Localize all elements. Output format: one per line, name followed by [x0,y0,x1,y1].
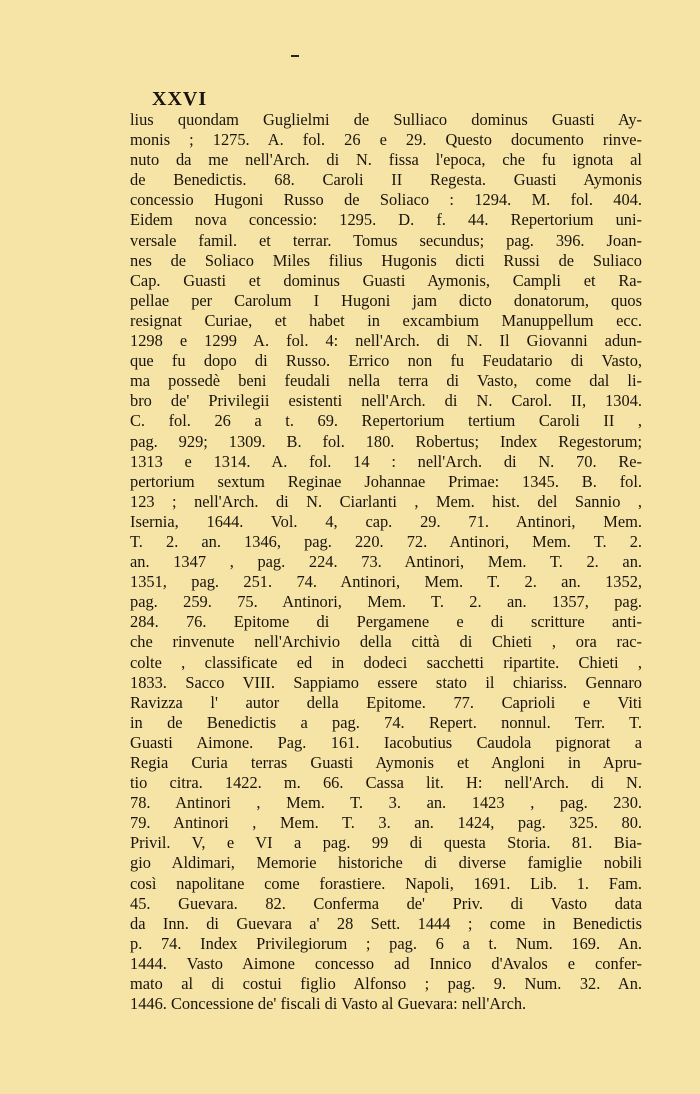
text-line: pag. 929; 1309. B. fol. 180. Robertus; Index Regestorum; [130,431,642,451]
text-line: da Inn. di Guevara a' 28 Sett. 1444 ; come in Benedictis [130,913,642,933]
text-line: nes de Soliaco Miles filius Hugonis dicti Russi de Suliaco [130,250,642,270]
text-line: 1446. Concessione de' fiscali di Vasto al Guevara: nell'Arch. [130,994,527,1014]
footnotes-body [130,110,642,1014]
text-line: così napolitane come forastiere. Napoli, 1691. Lib. 1. Fam. [130,873,642,893]
text-line: 1313 e 1314. A. fol. 14 : nell'Arch. di N. 70. Re- [130,451,642,471]
text-line: de Benedictis. 68. Caroli II Regesta. Guasti Aymonis [130,170,642,190]
text-line: p. 74. Index Privilegiorum ; pag. 6 a t. Num. 169. An. [130,933,642,953]
text-line: Isernia, 1644. Vol. 4, cap. 29. 71. Antinori, Mem. [130,511,642,531]
text-line: 123 ; nell'Arch. di N. Ciarlanti , Mem. hist. del Sannio , [130,491,642,511]
page-number: XXVI [152,88,208,110]
text-line: ma possedè beni feudali nella terra di Vasto, come dal li- [130,371,642,391]
text-line: Regia Curia terras Guasti Aymonis et Angloni in Apru- [130,753,642,772]
text-line: resignat Curiae, et habet in excambium Manuppellum ecc. [130,310,642,330]
text-line: 284. 76. Epitome di Pergamene e di scritture anti- [130,612,642,632]
text-line: Guasti Aimone. Pag. 161. Iacobutius Caudola pignorat a [130,732,642,752]
text-line: 1444. Vasto Aimone concesso ad Innico d'Avalos e confer- [130,953,642,973]
text-line: tio citra. 1422. m. 66. Cassa lit. H: nell'Arch. di N. [130,773,642,793]
text-line: colte , classificate ed in dodeci sacchetti ripartite. Chieti , [130,652,642,672]
text-line: Cap. Guasti et dominus Guasti Aymonis, Campli et Ra- [130,270,642,290]
text-line: concessio Hugoni Russo de Soliaco : 1294. M. fol. 404. [130,190,642,210]
text-line: T. 2. an. 1346, pag. 220. 72. Antinori, Mem. T. 2. [130,531,642,551]
text-line: versale famil. et terrar. Tomus secundus; pag. 396. Joan- [130,230,642,250]
text-line: monis ; 1275. A. fol. 26 e 29. Questo documento rinve- [130,130,642,150]
text-line: Eidem nova concessio: 1295. D. f. 44. Repertorium uni- [130,210,642,230]
text-line: lius quondam Guglielmi de Sulliaco dominus Guasti Ay- [130,110,642,129]
top-dash-mark [291,55,299,57]
text-line: an. 1347 , pag. 224. 73. Antinori, Mem. T. 2. an. [130,552,642,572]
text-line: Ravizza l' autor della Epitome. 77. Caprioli e Viti [130,692,642,712]
text-line: pag. 259. 75. Antinori, Mem. T. 2. an. 1357, pag. [130,592,642,612]
text-line: 1833. Sacco VIII. Sappiamo essere stato il chiariss. Gennaro [130,672,642,692]
text-line: Privil. V, e VI a pag. 99 di questa Storia. 81. Bia- [130,833,642,853]
text-line: que fu dopo di Russo. Errico non fu Feudatario di Vasto, [130,351,642,371]
text-line: 78. Antinori , Mem. T. 3. an. 1423 , pag. 230. [130,793,642,813]
text-line: pertorium sextum Reginae Johannae Primae: 1345. B. fol. [130,471,642,491]
text-line: nuto da me nell'Arch. di N. fissa l'epoca, che fu ignota al [130,150,642,170]
text-line: mato al di costui figlio Alfonso ; pag. 9. Num. 32. An. [130,974,642,994]
text-line: 45. Guevara. 82. Conferma de' Priv. di Vasto data [130,893,642,913]
text-line: 1351, pag. 251. 74. Antinori, Mem. T. 2. an. 1352, [130,572,642,592]
text-line: C. fol. 26 a t. 69. Repertorium tertium Caroli II , [130,411,642,431]
text-line: che rinvenute nell'Archivio della città di Chieti , ora rac- [130,632,642,652]
text-line: 1298 e 1299 A. fol. 4: nell'Arch. di N. Il Giovanni adun- [130,331,642,351]
text-line: gio Aldimari, Memorie historiche di diverse famiglie nobili [130,853,642,873]
text-line: bro de' Privilegii esistenti nell'Arch. di N. Carol. II, 1304. [130,391,642,411]
text-line: 79. Antinori , Mem. T. 3. an. 1424, pag. 325. 80. [130,813,642,833]
text-line: in de Benedictis a pag. 74. Repert. nonnul. Terr. T. [130,712,642,732]
text-line: pellae per Carolum I Hugoni jam dicto donatorum, quos [130,290,642,310]
